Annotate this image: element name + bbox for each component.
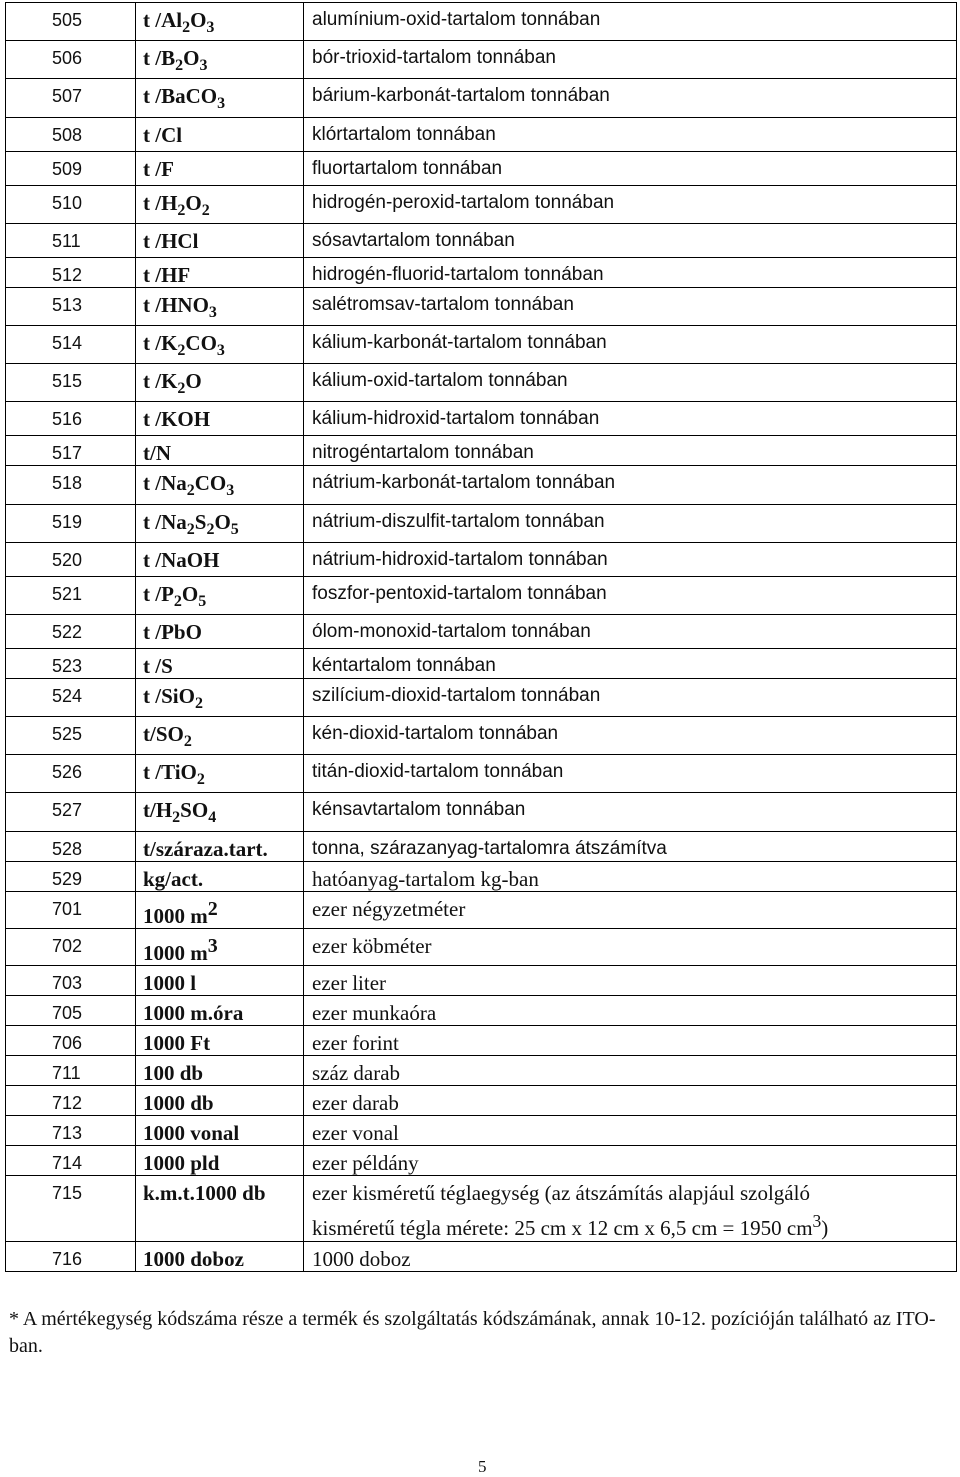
unit-code-cell: 526 (6, 755, 136, 793)
unit-symbol-cell: 1000 Ft (136, 1025, 304, 1055)
unit-description-cell: 1000 doboz (304, 1241, 957, 1271)
unit-description-cell: kén-dioxid-tartalom tonnában (304, 717, 957, 755)
unit-symbol-cell: 1000 doboz (136, 1241, 304, 1271)
unit-code-cell: 525 (6, 717, 136, 755)
unit-description-cell: ezer forint (304, 1025, 957, 1055)
table-row (6, 831, 957, 861)
unit-symbol-cell: t $/B_2O_3$ (136, 41, 304, 79)
unit-symbol-cell: $t/SO_2$ (136, 717, 304, 755)
table-body (6, 3, 957, 1272)
unit-code-cell: 508 (6, 117, 136, 151)
unit-symbol-cell: t/N (136, 436, 304, 466)
unit-symbol-cell: t $/Na_2S_2O_5$ (136, 504, 304, 542)
unit-description-cell: nátrium-karbonát-tartalom tonnában (304, 466, 957, 504)
table-row (6, 861, 957, 891)
page-number: 5 (478, 1457, 487, 1476)
unit-code-cell: 706 (6, 1025, 136, 1055)
table-row (6, 1025, 957, 1055)
unit-symbol-cell: 1000 l (136, 965, 304, 995)
unit-symbol-cell: t /BaCO$_3$ (136, 79, 304, 117)
unit-description-cell: szilícium-dioxid-tartalom tonnában (304, 678, 957, 716)
unit-symbol-cell: t /KOH (136, 402, 304, 436)
unit-description-cell: klórtartalom tonnában (304, 117, 957, 151)
unit-code-cell: 509 (6, 151, 136, 185)
unit-description-cell: ezer kisméretű téglaegység (az átszámítás alapjául szolgáló kisméretű tégla mérete: 25 cm x 12 cm x 6,5 cm = 1950 $cm^3$) (304, 1175, 957, 1241)
unit-description-cell: hidrogén-fluorid-tartalom tonnában (304, 257, 957, 287)
table-row (6, 1115, 957, 1145)
unit-code-table (5, 2, 957, 1272)
unit-code-cell: 701 (6, 891, 136, 928)
table-row (6, 1175, 957, 1241)
unit-code-cell: 514 (6, 325, 136, 363)
unit-symbol-cell: kg/act. (136, 861, 304, 891)
unit-code-cell: 716 (6, 1241, 136, 1271)
table-row (6, 117, 957, 151)
unit-symbol-cell: t /TiO$_2$ (136, 755, 304, 793)
unit-symbol-cell: k.m.t.1000 db (136, 1175, 304, 1241)
unit-description-cell: nátrium-diszulfit-tartalom tonnában (304, 504, 957, 542)
table-row (6, 928, 957, 965)
table-row (6, 436, 957, 466)
unit-description-cell: ólom-monoxid-tartalom tonnában (304, 614, 957, 648)
unit-code-cell: 512 (6, 257, 136, 287)
unit-symbol-cell: t $/K_2O$ (136, 364, 304, 402)
unit-description-cell: kéntartalom tonnában (304, 648, 957, 678)
unit-symbol-cell: 1000 db (136, 1085, 304, 1115)
table-row (6, 717, 957, 755)
unit-symbol-cell: t /HCl (136, 223, 304, 257)
unit-code-cell: 520 (6, 542, 136, 576)
table-row (6, 965, 957, 995)
unit-symbol-cell: t /F (136, 151, 304, 185)
unit-description-cell: sósavtartalom tonnában (304, 223, 957, 257)
table-row (6, 185, 957, 223)
table-row (6, 891, 957, 928)
unit-description-cell: bór-trioxid-tartalom tonnában (304, 41, 957, 79)
table-row (6, 364, 957, 402)
table-row (6, 1085, 957, 1115)
table-row (6, 995, 957, 1025)
unit-code-cell: 516 (6, 402, 136, 436)
table-row (6, 1145, 957, 1175)
unit-description-cell: száz darab (304, 1055, 957, 1085)
table-row (6, 79, 957, 117)
unit-code-cell: 705 (6, 995, 136, 1025)
unit-code-cell: 524 (6, 678, 136, 716)
footnote: * A mértékegység kódszáma része a termék és szolgáltatás kódszámának, annak 10-12. pozícióján található az ITO-ban. (9, 1308, 936, 1357)
unit-symbol-cell: 100 db (136, 1055, 304, 1085)
unit-code-cell: 523 (6, 648, 136, 678)
unit-code-cell: 522 (6, 614, 136, 648)
unit-code-cell: 702 (6, 928, 136, 965)
unit-description-cell: hidrogén-peroxid-tartalom tonnában (304, 185, 957, 223)
table-row (6, 466, 957, 504)
table-row (6, 793, 957, 831)
table-row (6, 287, 957, 325)
table-row (6, 223, 957, 257)
unit-description-cell: ezer liter (304, 965, 957, 995)
unit-symbol-cell: t /S (136, 648, 304, 678)
unit-code-cell: 528 (6, 831, 136, 861)
unit-description-cell: ezer vonal (304, 1115, 957, 1145)
unit-code-cell: 507 (6, 79, 136, 117)
unit-description-cell: foszfor-pentoxid-tartalom tonnában (304, 576, 957, 614)
unit-symbol-cell: 1000 $m^3$ (136, 928, 304, 965)
unit-description-cell: bárium-karbonát-tartalom tonnában (304, 79, 957, 117)
unit-description-cell: alumínium-oxid-tartalom tonnában (304, 3, 957, 41)
unit-code-cell: 715 (6, 1175, 136, 1241)
unit-symbol-cell: t/száraza.tart. (136, 831, 304, 861)
unit-symbol-cell: t /SiO$_2$ (136, 678, 304, 716)
unit-description-cell: ezer darab (304, 1085, 957, 1115)
unit-code-cell: 712 (6, 1085, 136, 1115)
unit-symbol-cell: 1000 vonal (136, 1115, 304, 1145)
unit-code-cell: 713 (6, 1115, 136, 1145)
unit-symbol-cell: t /Cl (136, 117, 304, 151)
unit-code-cell: 505 (6, 3, 136, 41)
unit-code-cell: 518 (6, 466, 136, 504)
unit-code-cell: 711 (6, 1055, 136, 1085)
unit-symbol-cell: t $/H_2O_2$ (136, 185, 304, 223)
unit-description-cell: ezer példány (304, 1145, 957, 1175)
unit-symbol-cell: $t/H_2SO_4$ (136, 793, 304, 831)
unit-code-cell: 703 (6, 965, 136, 995)
table-row (6, 1055, 957, 1085)
unit-description-cell: ezer munkaóra (304, 995, 957, 1025)
unit-description-cell: kálium-oxid-tartalom tonnában (304, 364, 957, 402)
unit-description-cell: ezer köbméter (304, 928, 957, 965)
unit-symbol-cell: t $/P_2O_5$ (136, 576, 304, 614)
unit-code-cell: 519 (6, 504, 136, 542)
unit-symbol-cell: t /NaOH (136, 542, 304, 576)
unit-description-cell: hatóanyag-tartalom kg-ban (304, 861, 957, 891)
unit-description-cell: titán-dioxid-tartalom tonnában (304, 755, 957, 793)
unit-code-cell: 527 (6, 793, 136, 831)
unit-code-cell: 517 (6, 436, 136, 466)
table-row (6, 648, 957, 678)
unit-description-cell: kálium-karbonát-tartalom tonnában (304, 325, 957, 363)
unit-code-cell: 714 (6, 1145, 136, 1175)
table-row (6, 41, 957, 79)
unit-description-cell: tonna, szárazanyag-tartalomra átszámítva (304, 831, 957, 861)
unit-symbol-cell: t $/HNO_3$ (136, 287, 304, 325)
table-row (6, 755, 957, 793)
table-row (6, 1241, 957, 1271)
unit-code-cell: 513 (6, 287, 136, 325)
table-row (6, 402, 957, 436)
unit-code-cell: 529 (6, 861, 136, 891)
unit-symbol-cell: 1000 $m^2$ (136, 891, 304, 928)
table-row (6, 325, 957, 363)
unit-code-cell: 511 (6, 223, 136, 257)
table-row (6, 3, 957, 41)
unit-description-cell: kálium-hidroxid-tartalom tonnában (304, 402, 957, 436)
unit-symbol-cell: 1000 pld (136, 1145, 304, 1175)
unit-description-cell: kénsavtartalom tonnában (304, 793, 957, 831)
unit-code-cell: 506 (6, 41, 136, 79)
table-row (6, 504, 957, 542)
table-row (6, 614, 957, 648)
table-row (6, 542, 957, 576)
unit-symbol-cell: t /HF (136, 257, 304, 287)
unit-description-cell: fluortartalom tonnában (304, 151, 957, 185)
unit-description-cell: nitrogéntartalom tonnában (304, 436, 957, 466)
unit-symbol-cell: t /PbO (136, 614, 304, 648)
table-row (6, 678, 957, 716)
unit-description-cell: salétromsav-tartalom tonnában (304, 287, 957, 325)
table-row (6, 151, 957, 185)
unit-symbol-cell: t $/Na_2CO_3$ (136, 466, 304, 504)
unit-symbol-cell: 1000 m.óra (136, 995, 304, 1025)
unit-code-cell: 521 (6, 576, 136, 614)
unit-code-cell: 510 (6, 185, 136, 223)
table-row (6, 257, 957, 287)
unit-symbol-cell: t $/K_2CO_3$ (136, 325, 304, 363)
unit-description-cell: ezer négyzetméter (304, 891, 957, 928)
unit-code-cell: 515 (6, 364, 136, 402)
unit-description-cell: nátrium-hidroxid-tartalom tonnában (304, 542, 957, 576)
table-row (6, 576, 957, 614)
unit-symbol-cell: t $/Al_2O_3$ (136, 3, 304, 41)
